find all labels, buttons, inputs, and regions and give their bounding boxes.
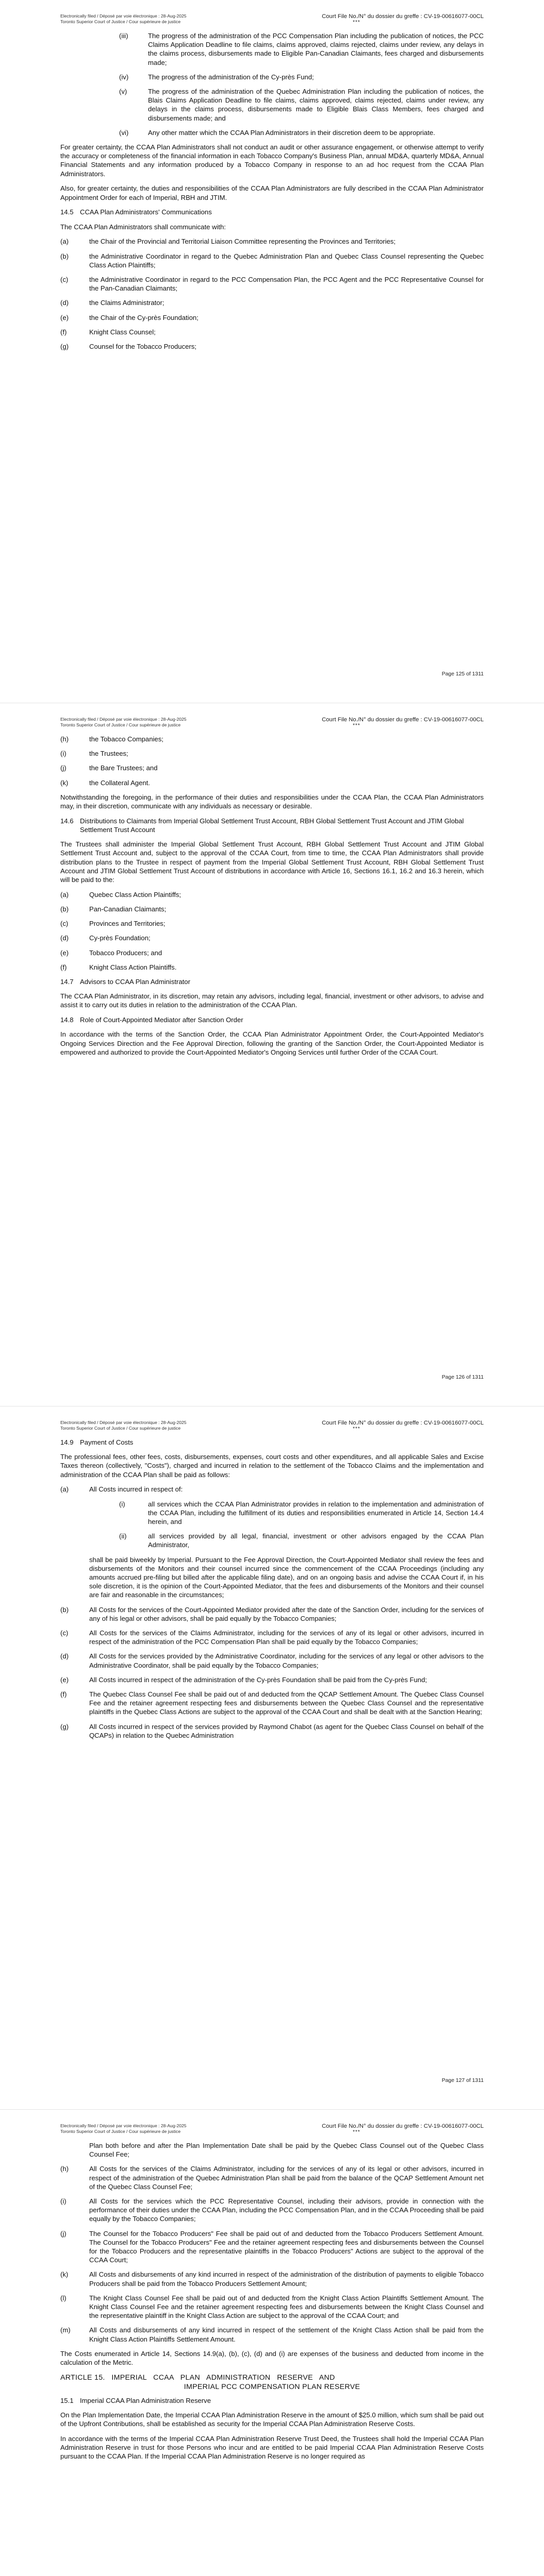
list-item: (a) All Costs incurred in respect of: bbox=[60, 1485, 183, 1494]
list-item: (d) the Claims Administrator; bbox=[60, 299, 164, 307]
document-page-126 bbox=[0, 703, 544, 1406]
list-item: (m) All Costs and disbursements of any kind incurred in respect of the settlement of the Knight Class Action shall be paid from the Knight Class Action Plaintiffs Settlement Amount. bbox=[60, 2326, 484, 2343]
list-item: (c) All Costs for the services of the Claims Administrator, including for the services of any of its legal or other advisors, incurred in respect of the administration of the PCC Compensation Plan shall be paid equally by the Tobacco Companies; bbox=[60, 1629, 484, 1646]
paragraph: Plan both before and after the Plan Implementation Date shall be paid by the Quebec Class Counsel out of the Quebec Class Counsel Fee; bbox=[89, 2142, 484, 2159]
section-heading: 14.8 Role of Court-Appointed Mediator after Sanction Order bbox=[60, 1016, 243, 1024]
paragraph: The CCAA Plan Administrator, in its discretion, may retain any advisors, including legal, financial, investment or other advisors, to advise and assist it to carry out its duties in relation to the administration of the CCAA Plan. bbox=[60, 992, 484, 1009]
court-file-number: Court File No./N° du dossier du greffe : CV-19-00616077-00CL *** bbox=[322, 2123, 484, 2135]
list-item: (g) Counsel for the Tobacco Producers; bbox=[60, 343, 196, 351]
list-item: (vi) Any other matter which the CCAA Plan Administrators in their discretion deem to be appropriate. bbox=[119, 128, 435, 137]
page-header bbox=[60, 1420, 484, 1432]
list-item: (g) All Costs incurred in respect of the services provided by Raymond Chabot (as agent for the Quebec Class Counsel on behalf of the QCAPs) in relation to the Quebec Administration bbox=[60, 1722, 484, 1739]
court-file-number: Court File No./N° du dossier du greffe : CV-19-00616077-00CL *** bbox=[322, 717, 484, 728]
list-item: (iv) The progress of the administration of the Cy-près Fund; bbox=[119, 73, 314, 81]
section-heading: 14.6 Distributions to Claimants from Imperial Global Settlement Trust Account, RBH Global Settlement Trust Account and JTIM Global Settlement Trust Account bbox=[60, 817, 464, 834]
paragraph: Also, for greater certainty, the duties and responsibilities of the CCAA Plan Administrators are fully described in the CCAA Plan Administrator Appointment Order for each of Imperial, RBH and JTIM. bbox=[60, 184, 484, 201]
paragraph: shall be paid biweekly by Imperial. Pursuant to the Fee Approval Direction, the Court-Appointed Mediator shall review the fees and disbursements of the Monitors and their counsel incurred since the commencement of the CCAA Proceedings (including any amounts accrued pre-filing but billed after the applicable filing date), and on an ongoing basis and advise the CCAA Court if, in his sole discretion, it is the opinion of the Court-Appointed Mediator, that the fees and disbursements of the Monitors and their counsel are fair and reasonable in the circumstances; bbox=[89, 1555, 484, 1599]
page-header bbox=[60, 13, 484, 25]
section-heading: 14.9 Payment of Costs bbox=[60, 1438, 134, 1446]
section-heading: 15.1 Imperial CCAA Plan Administration Reserve bbox=[60, 2396, 211, 2404]
list-item: (j) The Counsel for the Tobacco Producers" Fee shall be paid out of and deducted from the Tobacco Producers Settlement Amount. The Counsel for the Tobacco Producers" Fee and the retainer agreement respecting fees and disbursements between the Counsel for the Tobacco Producers and the representative plaintiffs in the Tobacco Producers" Actions are subject to the approval of the CCAA Court; bbox=[60, 2229, 484, 2264]
list-item: (i) the Trustees; bbox=[60, 750, 128, 758]
list-item: (b) All Costs for the services of the Court-Appointed Mediator provided after the date of the Sanction Order, including for the services of any of his legal or other advisors, shall be paid equally by the Tobacco Companies; bbox=[60, 1605, 484, 1622]
list-item: (b) the Administrative Coordinator in regard to the Quebec Administration Plan and Quebec Class Counsel representing the Quebec Class Action Plaintiffs; bbox=[60, 252, 484, 269]
list-item: (l) The Knight Class Counsel Fee shall be paid out of and deducted from the Knight Class Action Plaintiffs Settlement Amount. The Knight Class Counsel Fee and the retainer agreement respecting fees and disbursements between the Knight Class Counsel and the representative plaintiff in the Knight Class Action are subject to the approval of the CCAA Court; and bbox=[60, 2294, 484, 2320]
page-header bbox=[60, 717, 484, 728]
paragraph: The Trustees shall administer the Imperial Global Settlement Trust Account, RBH Global Settlement Trust Account and JTIM Global Settlement Trust Account and, subject to the approval of the CCAA Court, from time to time, the CCAA Plan Administrators shall provide distribution plans to the Trustee in respect of payment from the Imperial Global Settlement Trust Account, RBH Global Settlement Trust Account and JTIM Global Settlement Trust Account of distributions in accordance with Article 16, Sections 16.1, 16.2 and 16.3 herein, which will be paid to the: bbox=[60, 840, 484, 884]
paragraph: In accordance with the terms of the Imperial CCAA Plan Administration Reserve Trust Deed, the Trustees shall hold the Imperial CCAA Plan Administration Reserve in trust for those Persons who incur and are entitled to be paid Imperial CCAA Plan Administration Reserve Costs pursuant to the CCAA Plan. If the Imperial CCAA Plan Administration Reserve is no longer required as bbox=[60, 2435, 484, 2461]
document-page-128 bbox=[0, 2110, 544, 2576]
list-item: (a) Quebec Class Action Plaintiffs; bbox=[60, 890, 182, 899]
paragraph: On the Plan Implementation Date, the Imperial CCAA Plan Administration Reserve in the amount of $25.0 million, which sum shall be paid out of the Upfront Contributions, shall be established as security for the Imperial CCAA Plan Administration Reserve Costs. bbox=[60, 2411, 484, 2428]
filing-stamp: Electronically filed / Déposé par voie électronique : 28-Aug-2025 Toronto Superior Court of Justice / Cour supérieure de justice bbox=[60, 2123, 187, 2134]
list-item: (e) Tobacco Producers; and bbox=[60, 948, 162, 957]
page-number: Page 125 of 1311 bbox=[441, 671, 484, 677]
court-file-number: Court File No./N° du dossier du greffe : CV-19-00616077-00CL *** bbox=[322, 13, 484, 25]
list-item: (e) the Chair of the Cy-près Foundation; bbox=[60, 313, 199, 321]
filing-stamp: Electronically filed / Déposé par voie électronique : 28-Aug-2025 Toronto Superior Court of Justice / Cour supérieure de justice bbox=[60, 717, 187, 727]
list-item: (v) The progress of the administration of the Quebec Administration Plan including the publication of notices, the Blais Claims Application Deadline to file claims, claims approved, claims rejected, claims under review, any delays in the claims process, disbursements made to Eligible Blais Class Members, fees charged and disbursements made; and bbox=[119, 88, 484, 122]
list-item: (f) The Quebec Class Counsel Fee shall be paid out of and deducted from the QCAP Settlement Amount. The Quebec Class Counsel Fee and the retainer agreement respecting fees and disbursements between the Quebec Class Counsel and the representative plaintiffs in the Quebec Class Actions are subject to the approval of the CCAA Court and shall be dealt with at the Sanction Hearing; bbox=[60, 1690, 484, 1716]
list-item: (f) Knight Class Counsel; bbox=[60, 328, 156, 336]
list-item: (c) the Administrative Coordinator in regard to the PCC Compensation Plan, the PCC Agent and the PCC Representative Counsel for the Pan-Canadian Claimants; bbox=[60, 276, 484, 293]
list-item: (iii) The progress of the administration of the PCC Compensation Plan including the publication of notices, the PCC Claims Application Deadline to file claims, claims approved, claims rejected, claims under review, any delays in the claims process, disbursements made to Eligible Pan-Canadian Claimants, fees charged and disbursements made; bbox=[119, 32, 484, 66]
page-number: Page 127 of 1311 bbox=[441, 2078, 484, 2083]
list-item: (b) Pan-Canadian Claimants; bbox=[60, 905, 167, 913]
court-file-number: Court File No./N° du dossier du greffe : CV-19-00616077-00CL *** bbox=[322, 1420, 484, 1432]
list-item: (j) the Bare Trustees; and bbox=[60, 764, 158, 772]
filing-stamp: Electronically filed / Déposé par voie électronique : 28-Aug-2025 Toronto Superior Court of Justice / Cour supérieure de justice bbox=[60, 1420, 187, 1431]
paragraph: For greater certainty, the CCAA Plan Administrators shall not conduct an audit or other assurance engagement, or otherwise attempt to verify the accuracy or completeness of the financial information in each Tobacco Company's Business Plan, annual MD&A, quarterly MD&A, Annual Financial Statements and any information produced by a Tobacco Company in response to an ad hoc request from the CCAA Plan Administrators. bbox=[60, 143, 484, 178]
list-item: (k) All Costs and disbursements of any kind incurred in respect of the administration of the distribution of payments to eligible Tobacco Producers shall be paid from the Tobacco Producers Settlement Amount; bbox=[60, 2270, 484, 2287]
list-item: (h) All Costs for the services of the Claims Administrator, including for the services of any of its legal or other advisors, incurred in respect of the administration of the Quebec Administration Plan shall be paid from the balance of the QCAP Settlement Amount net of the Quebec Class Counsel Fee; bbox=[60, 2165, 484, 2191]
document-page-127 bbox=[0, 1406, 544, 2110]
page-header bbox=[60, 2123, 484, 2135]
list-item: (k) the Collateral Agent. bbox=[60, 778, 150, 787]
list-item: (i) All Costs for the services which the PCC Representative Counsel, including their advisors, provide in connection with the performance of their duties under the CCAA Plan, including the PCC Compensation Plan, and in the CCAA Proceeding shall be paid equally by the Tobacco Companies; bbox=[60, 2197, 484, 2223]
list-item: (i) all services which the CCAA Plan Administrator provides in relation to the implementation and administration of the CCAA Plan, including the fulfillment of its duties and responsibilities enumerated in Article 14, Section 14.4 herein, and bbox=[119, 1500, 484, 1526]
paragraph: The Costs enumerated in Article 14, Sections 14.9(a), (b), (c), (d) and (i) are expenses of the business and deducted from income in the calculation of the Metric. bbox=[60, 2349, 484, 2367]
article-heading: ARTICLE 15. IMPERIAL CCAA PLAN ADMINISTRATION RESERVE AND IMPERIAL PCC COMPENSATION PLAN RESERVE bbox=[60, 2373, 360, 2391]
filing-stamp: Electronically filed / Déposé par voie électronique : 28-Aug-2025 Toronto Superior Court of Justice / Cour supérieure de justice bbox=[60, 13, 187, 24]
document-page-125 bbox=[0, 0, 544, 703]
page-number: Page 126 of 1311 bbox=[441, 1375, 484, 1380]
list-item: (ii) all services provided by all legal, financial, investment or other advisors engaged by the CCAA Plan Administrator, bbox=[119, 1532, 484, 1549]
list-item: (f) Knight Class Action Plaintiffs. bbox=[60, 963, 177, 971]
list-item: (h) the Tobacco Companies; bbox=[60, 735, 163, 743]
section-heading: 14.7 Advisors to CCAA Plan Administrator bbox=[60, 978, 190, 986]
list-item: (c) Provinces and Territories; bbox=[60, 920, 166, 928]
section-heading: 14.5 CCAA Plan Administrators' Communications bbox=[60, 208, 212, 216]
paragraph: The CCAA Plan Administrators shall communicate with: bbox=[60, 223, 226, 231]
paragraph: In accordance with the terms of the Sanction Order, the CCAA Plan Administrator Appointment Order, the Court-Appointed Mediator's Ongoing Services Direction and the Fee Approval Direction, following the granting of the Sanction Order, the Court-Appointed Mediator is empowered and authorized to provide the Court-Appointed Mediator's Ongoing Services until further Order of the CCAA Court. bbox=[60, 1030, 484, 1056]
list-item: (d) Cy-près Foundation; bbox=[60, 934, 151, 942]
list-item: (e) All Costs incurred in respect of the administration of the Cy-près Foundation shall be paid from the Cy-près Fund; bbox=[60, 1675, 427, 1684]
paragraph: Notwithstanding the foregoing, in the performance of their duties and responsibilities under the CCAA Plan, the CCAA Plan Administrators may, in their discretion, communicate with any individuals as necessary or desirable. bbox=[60, 793, 484, 810]
list-item: (d) All Costs for the services provided by the Administrative Coordinator, including for the services of any legal or other advisors to the Administrative Coordinator, shall be paid equally by the Tobacco Companies; bbox=[60, 1652, 484, 1669]
list-item: (a) the Chair of the Provincial and Territorial Liaison Committee representing the Provinces and Territories; bbox=[60, 238, 396, 246]
paragraph: The professional fees, other fees, costs, disbursements, expenses, court costs and other expenditures, and all applicable Sales and Excise Taxes thereon (collectively, "Costs"), charged and incurred in relation to the settlement of the Tobacco Claims and the implementation and administration of the CCAA Plan shall be paid as follows: bbox=[60, 1453, 484, 1479]
